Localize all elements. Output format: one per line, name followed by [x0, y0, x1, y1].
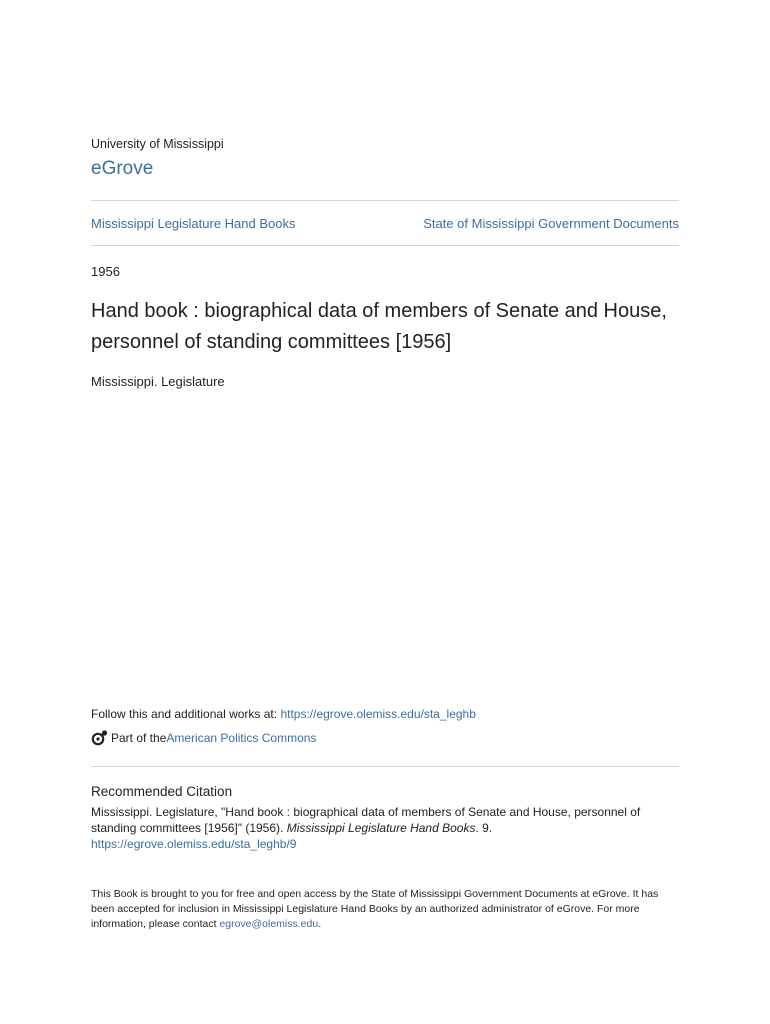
follow-works-line: [91, 707, 476, 721]
citation-url-link[interactable]: https://egrove.olemiss.edu/sta_leghb/9: [91, 837, 297, 851]
document-title: Hand book : biographical data of members of Senate and House, personnel of standing committees [1956]: [91, 300, 667, 353]
divider-top: [91, 200, 679, 201]
access-statement-text: This Book is brought to you for free and open access by the State of Mississippi Government Documents at eGrove. It has been accepted for inclusion in Mississippi Legislature Hand Books by an authorized administrator of eGrove. For more information, please contact: [91, 888, 659, 930]
contact-email-link[interactable]: egrove@olemiss.edu: [219, 918, 319, 930]
citation-text: [91, 804, 679, 852]
citation-series: Mississippi Legislature Hand Books: [286, 821, 476, 835]
recommended-citation-heading: Recommended Citation: [91, 784, 233, 799]
network-commons-icon: [91, 729, 109, 747]
university-name: University of Mississippi: [91, 137, 224, 151]
part-of-prefix: Part of the: [111, 731, 167, 745]
divider-collections: [91, 245, 679, 246]
collection-link-government-documents[interactable]: State of Mississippi Government Documents: [423, 216, 679, 231]
collection-link-handbooks[interactable]: Mississippi Legislature Hand Books: [91, 216, 296, 231]
citation-number: . 9.: [475, 821, 493, 835]
access-statement-end: .: [318, 918, 322, 930]
citation-body: Mississippi. Legislature, "Hand book : biographical data of members of Senate and House, personnel of standing committees [1956]" (1956).: [91, 805, 641, 835]
american-politics-commons-link[interactable]: American Politics Commons: [166, 731, 317, 745]
repository-link[interactable]: eGrove: [91, 158, 154, 179]
part-of-line: [91, 729, 316, 747]
divider-citation: [91, 766, 679, 767]
access-statement: [91, 887, 679, 932]
publication-year: 1956: [91, 264, 120, 279]
follow-prefix: Follow this and additional works at:: [91, 707, 281, 721]
document-author: Mississippi. Legislature: [91, 374, 225, 389]
follow-url-link[interactable]: https://egrove.olemiss.edu/sta_leghb: [280, 707, 476, 721]
